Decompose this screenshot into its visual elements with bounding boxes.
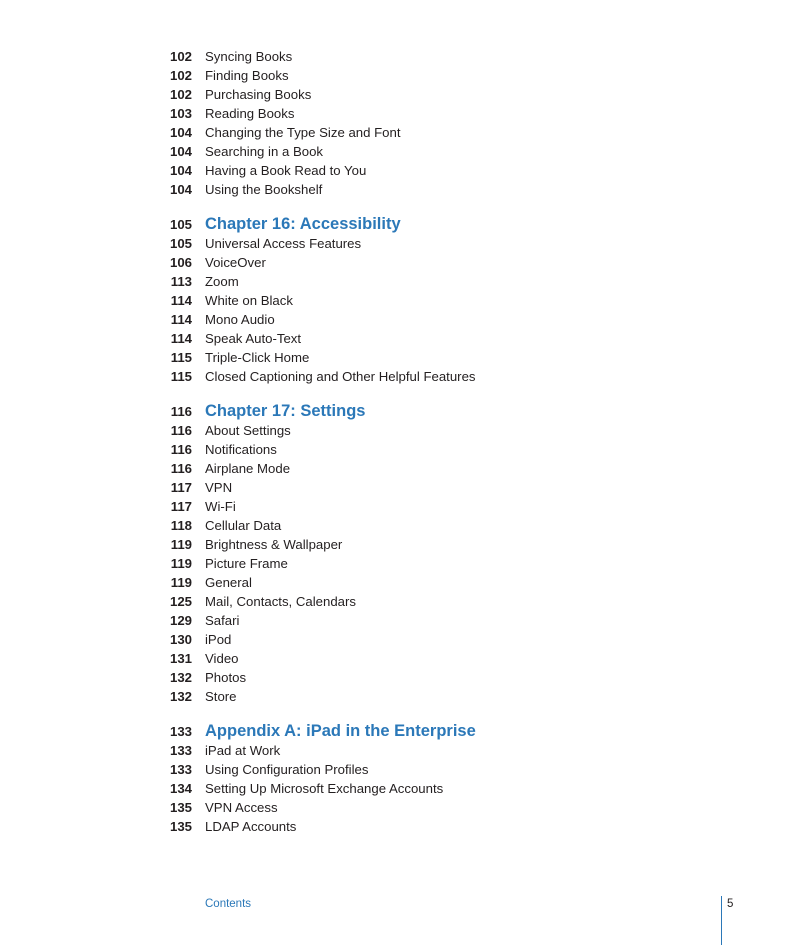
toc-entry[interactable] xyxy=(0,85,788,104)
toc-page-number: 133 xyxy=(169,724,192,739)
toc-page-number: 135 xyxy=(169,819,192,834)
toc-page-number: 132 xyxy=(169,689,192,704)
toc-page-number: 105 xyxy=(169,236,192,251)
toc-entry-title: Triple-Click Home xyxy=(205,350,310,365)
toc-entry-title: Mono Audio xyxy=(205,312,275,327)
toc-entry[interactable] xyxy=(0,310,788,329)
toc-page-number: 129 xyxy=(169,613,192,628)
toc-page-number: 134 xyxy=(169,781,192,796)
toc-entry[interactable] xyxy=(0,497,788,516)
toc-page-number: 116 xyxy=(170,442,192,457)
toc-entry-title: General xyxy=(205,575,252,590)
toc-entry[interactable] xyxy=(0,535,788,554)
toc-page-number: 125 xyxy=(169,594,192,609)
toc-entry-title: Changing the Type Size and Font xyxy=(205,125,401,140)
toc-page-number: 106 xyxy=(169,255,192,270)
toc-entry[interactable] xyxy=(0,272,788,291)
toc-entry-title: Speak Auto-Text xyxy=(205,331,302,346)
toc-entry-title: Finding Books xyxy=(205,68,289,83)
footer-divider xyxy=(721,896,722,945)
toc-entry[interactable] xyxy=(0,123,788,142)
toc-page-number: 117 xyxy=(170,480,192,495)
toc-page-number: 132 xyxy=(169,670,192,685)
toc-entry[interactable] xyxy=(0,668,788,687)
toc-entry-title: iPod xyxy=(205,632,232,647)
toc-entry-title: Having a Book Read to You xyxy=(205,163,367,178)
toc-entry-title: VPN xyxy=(205,480,233,495)
toc-page-number: 103 xyxy=(169,106,192,121)
toc-entry-title: VPN Access xyxy=(205,800,278,815)
toc-entry[interactable] xyxy=(0,573,788,592)
toc-chapter-title: Chapter 17: Settings xyxy=(205,402,366,420)
toc-entry-title: Reading Books xyxy=(205,106,295,121)
toc-entry[interactable] xyxy=(0,421,788,440)
toc-page-number: 102 xyxy=(169,68,192,83)
toc-page-number: 119 xyxy=(170,556,192,571)
toc-page-number: 116 xyxy=(170,404,192,419)
toc-entry-title: VoiceOver xyxy=(205,255,266,270)
toc-entry[interactable] xyxy=(0,478,788,497)
toc-page-number: 114 xyxy=(170,312,192,327)
toc-page-number: 114 xyxy=(170,293,192,308)
page-number: 5 xyxy=(727,898,734,910)
toc-entry-title: Using Configuration Profiles xyxy=(205,762,369,777)
toc-chapter-heading[interactable] xyxy=(0,401,788,421)
toc-page-number: 117 xyxy=(170,499,192,514)
toc-entry[interactable] xyxy=(0,104,788,123)
toc-entry[interactable] xyxy=(0,329,788,348)
toc-entry-title: Searching in a Book xyxy=(205,144,324,159)
toc-entry[interactable] xyxy=(0,367,788,386)
toc-entry-title: Airplane Mode xyxy=(205,461,291,476)
toc-entry-title: Safari xyxy=(205,613,240,628)
toc-entry-title: Picture Frame xyxy=(205,556,288,571)
toc-chapter-title: Appendix A: iPad in the Enterprise xyxy=(205,722,476,740)
toc-entry[interactable] xyxy=(0,554,788,573)
toc-page-number: 118 xyxy=(170,518,192,533)
toc-page-number: 131 xyxy=(169,651,192,666)
toc-page-number: 102 xyxy=(169,49,192,64)
toc-page-number: 115 xyxy=(170,350,192,365)
toc-page-number: 133 xyxy=(169,762,192,777)
toc-entry-title: White on Black xyxy=(205,293,293,308)
toc-page-number: 104 xyxy=(169,125,192,140)
toc-page-number: 104 xyxy=(169,144,192,159)
toc-entry[interactable] xyxy=(0,142,788,161)
toc-entry-title: LDAP Accounts xyxy=(205,819,297,834)
toc-page-number: 116 xyxy=(170,461,192,476)
toc-entry[interactable] xyxy=(0,817,788,836)
toc-page-number: 113 xyxy=(170,274,192,289)
toc-page-number: 135 xyxy=(169,800,192,815)
toc-entry-title: Photos xyxy=(205,670,247,685)
toc-entry[interactable] xyxy=(0,741,788,760)
toc-entry-title: Mail, Contacts, Calendars xyxy=(205,594,356,609)
toc-chapter-title: Chapter 16: Accessibility xyxy=(205,215,401,233)
toc-entry-title: Brightness & Wallpaper xyxy=(205,537,343,552)
toc-chapter-heading[interactable] xyxy=(0,214,788,234)
toc-entry-title: Universal Access Features xyxy=(205,236,362,251)
toc-entry[interactable] xyxy=(0,779,788,798)
toc-entry-title: Wi-Fi xyxy=(205,499,236,514)
toc-chapter-heading[interactable] xyxy=(0,721,788,741)
toc-page-number: 102 xyxy=(169,87,192,102)
toc-entry[interactable] xyxy=(0,459,788,478)
toc-entry[interactable] xyxy=(0,630,788,649)
table-of-contents xyxy=(0,47,788,836)
toc-entry-title: Cellular Data xyxy=(205,518,282,533)
toc-page-number: 115 xyxy=(170,369,192,384)
toc-page-number: 133 xyxy=(169,743,192,758)
toc-entry-title: Setting Up Microsoft Exchange Accounts xyxy=(205,781,444,796)
toc-entry[interactable] xyxy=(0,66,788,85)
toc-page-number: 119 xyxy=(170,537,192,552)
toc-entry-title: Purchasing Books xyxy=(205,87,312,102)
toc-entry-title: Closed Captioning and Other Helpful Features xyxy=(205,369,476,384)
toc-entry-title: Zoom xyxy=(205,274,239,289)
toc-page-number: 104 xyxy=(169,163,192,178)
toc-entry[interactable] xyxy=(0,234,788,253)
toc-entry[interactable] xyxy=(0,161,788,180)
footer-section-label: Contents xyxy=(205,898,252,910)
toc-page-number: 105 xyxy=(169,217,192,232)
toc-entry[interactable] xyxy=(0,440,788,459)
toc-entry[interactable] xyxy=(0,611,788,630)
toc-entry[interactable] xyxy=(0,47,788,66)
toc-page-number: 116 xyxy=(170,423,192,438)
toc-entry[interactable] xyxy=(0,516,788,535)
toc-entry-title: Notifications xyxy=(205,442,277,457)
toc-entry[interactable] xyxy=(0,253,788,272)
toc-entry-title: iPad at Work xyxy=(205,743,281,758)
toc-entry[interactable] xyxy=(0,687,788,706)
toc-entry-title: Syncing Books xyxy=(205,49,293,64)
toc-entry[interactable] xyxy=(0,592,788,611)
toc-page-number: 130 xyxy=(169,632,192,647)
toc-entry[interactable] xyxy=(0,760,788,779)
toc-entry[interactable] xyxy=(0,348,788,367)
toc-entry-title: Using the Bookshelf xyxy=(205,182,323,197)
toc-entry[interactable] xyxy=(0,649,788,668)
toc-entry-title: Store xyxy=(205,689,237,704)
toc-entry-title: About Settings xyxy=(205,423,291,438)
toc-page-number: 104 xyxy=(169,182,192,197)
toc-entry[interactable] xyxy=(0,180,788,199)
toc-page-number: 119 xyxy=(170,575,192,590)
toc-entry-title: Video xyxy=(205,651,239,666)
toc-entry[interactable] xyxy=(0,291,788,310)
toc-page-number: 114 xyxy=(170,331,192,346)
toc-entry[interactable] xyxy=(0,798,788,817)
